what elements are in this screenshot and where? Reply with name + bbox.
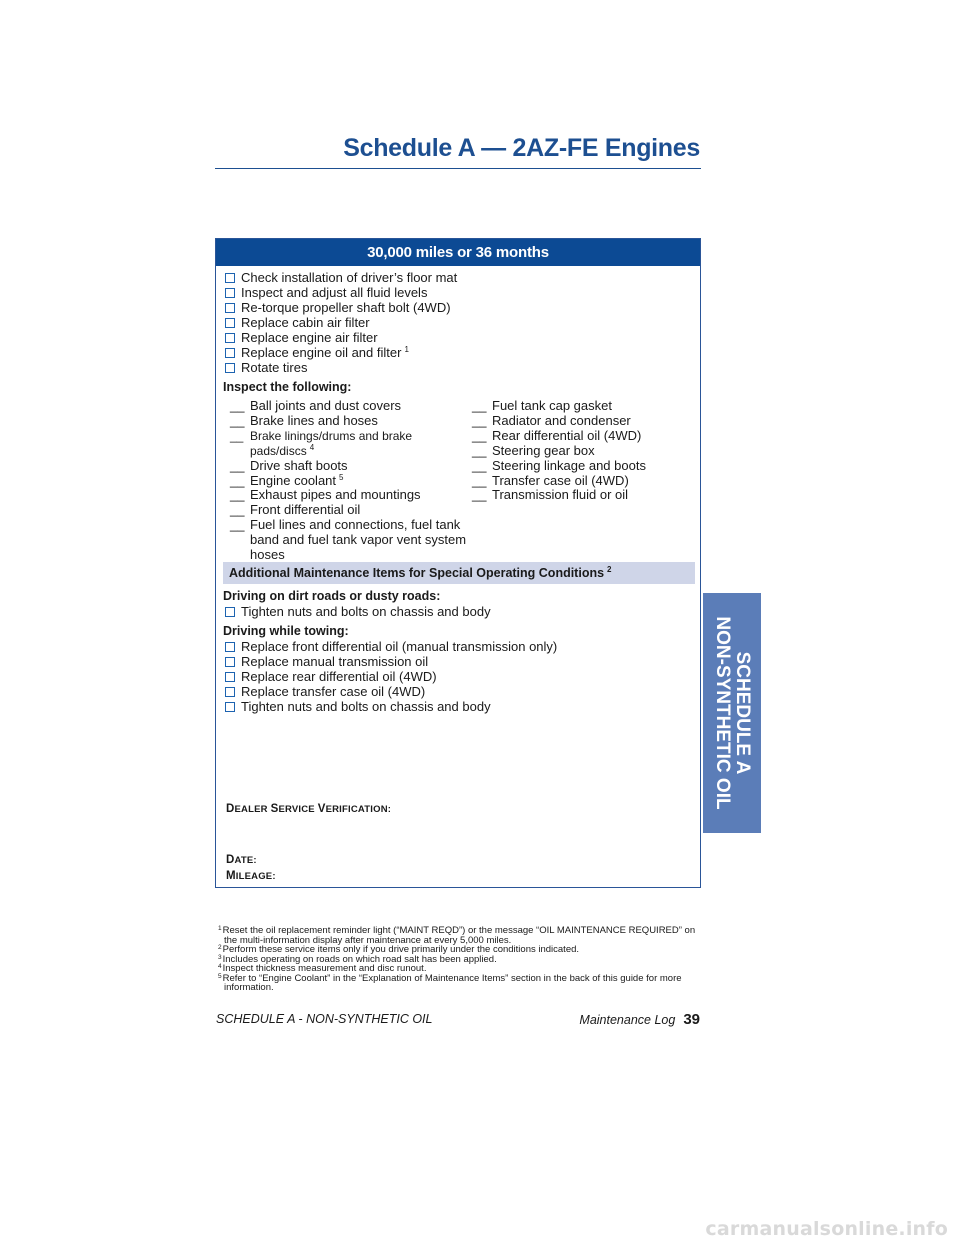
footnote-text: Includes operating on roads on which road salt has been applied. — [222, 953, 497, 965]
dealer-verification-label: DEALER SERVICE VERIFICATION: — [226, 803, 392, 815]
special-conditions-bar — [223, 562, 695, 584]
blank-line: __ — [230, 428, 244, 443]
inspect-item-label: Drive shaft boots — [250, 457, 348, 473]
checkbox[interactable] — [225, 348, 235, 358]
inspect-item-label: Fuel tank cap gasket — [492, 398, 612, 413]
blank-line: __ — [472, 487, 487, 503]
towing-heading: Driving while towing: — [223, 624, 349, 638]
towing-list — [225, 639, 557, 714]
inspect-item-label: Engine coolant — [250, 472, 337, 488]
title-rule — [215, 168, 701, 169]
date-label: DATE: — [226, 854, 257, 866]
side-tab-line1: SCHEDULE A — [732, 651, 753, 775]
checkbox[interactable] — [225, 318, 235, 328]
checkbox[interactable] — [225, 672, 235, 682]
checklist-item-label: Replace engine air filter — [241, 330, 378, 345]
inspect-item — [230, 459, 470, 474]
checklist-item-label: Inspect and adjust all fluid levels — [241, 285, 428, 300]
inspect-list-right — [472, 399, 692, 503]
mileage-label: MILEAGE: — [226, 870, 276, 882]
towing-item — [225, 669, 557, 684]
footnotes — [218, 926, 700, 993]
towing-item-label: Replace manual transmission oil — [241, 654, 429, 669]
inspect-item — [472, 414, 692, 429]
checkbox[interactable] — [225, 687, 235, 697]
footnote-text: Refer to “Engine Coolant” in the “Explanation of Maintenance Items” section in the back of this guide for more information. — [222, 972, 682, 993]
towing-item — [225, 684, 557, 699]
footnote-ref: 4 — [309, 442, 315, 452]
checkbox[interactable] — [225, 303, 235, 313]
inspect-item — [230, 429, 470, 459]
footnote-ref: 1 — [404, 345, 409, 354]
section-side-tab — [703, 593, 761, 833]
checklist-item-label: Replace engine oil and filter — [241, 345, 402, 360]
towing-item-label: Replace rear differential oil (4WD) — [241, 669, 437, 684]
page-number: 39 — [683, 1011, 700, 1028]
blank-line: __ — [230, 412, 245, 428]
inspect-item-label: Rear differential oil (4WD) — [492, 427, 642, 443]
towing-item — [225, 699, 557, 714]
dirt-roads-list — [225, 604, 491, 619]
footer-section-name: SCHEDULE A - NON-SYNTHETIC OIL — [216, 1012, 433, 1026]
checkbox[interactable] — [225, 642, 235, 652]
dirt-roads-item — [225, 604, 491, 619]
footnote-text: Reset the oil replacement reminder light (“MAINT REQD”) or the message “OIL MAINTENANCE REQUIRED” on the multi-information display after maintenance at every 5,000 miles. — [222, 925, 696, 946]
inspect-item-label: Radiator and condenser — [492, 412, 631, 428]
inspect-item-label: Brake lines and hoses — [250, 412, 378, 428]
inspect-item — [230, 503, 470, 518]
blank-line: __ — [472, 457, 487, 473]
inspect-item-label: Brake linings/drums and brake pads/discs — [250, 428, 413, 458]
inspect-item-label: Ball joints and dust covers — [250, 398, 402, 413]
towing-item-label: Replace transfer case oil (4WD) — [241, 684, 426, 699]
checklist-item-label: Re-torque propeller shaft bolt (4WD) — [241, 300, 451, 315]
checklist-item-label: Check installation of driver’s floor mat — [241, 270, 458, 285]
checkbox[interactable] — [225, 607, 235, 617]
footnote — [218, 926, 700, 945]
footnote-number: 2 — [218, 944, 222, 951]
footer-page-info — [579, 1011, 700, 1028]
blank-line: __ — [230, 398, 245, 413]
inspect-item — [230, 474, 470, 489]
inspect-item — [472, 459, 692, 474]
towing-item-label: Replace front differential oil (manual transmission only) — [241, 639, 558, 654]
blank-line: __ — [472, 472, 487, 488]
inspect-item-label: Transmission fluid or oil — [492, 487, 629, 503]
footnote — [218, 974, 700, 993]
towing-item — [225, 639, 557, 654]
inspect-item — [472, 488, 692, 503]
footer-section-label: Maintenance Log — [579, 1013, 676, 1027]
checklist-item — [225, 330, 457, 345]
checklist-item — [225, 315, 457, 330]
interval-header: 30,000 miles or 36 months — [216, 239, 700, 266]
inspect-item-label: Front differential oil — [250, 502, 361, 518]
inspect-item — [230, 399, 470, 414]
inspect-item — [472, 399, 692, 414]
blank-line: __ — [472, 398, 487, 413]
checklist-item — [225, 360, 457, 375]
blank-line: __ — [230, 517, 245, 533]
blank-line: __ — [230, 487, 245, 503]
blank-line: __ — [230, 457, 245, 473]
special-conditions-title: Additional Maintenance Items for Special Operating Conditions — [229, 566, 605, 580]
blank-line: __ — [230, 502, 245, 518]
checkbox[interactable] — [225, 288, 235, 298]
checklist-item — [225, 285, 457, 300]
towing-item — [225, 654, 557, 669]
page-title: Schedule A — 2AZ-FE Engines — [343, 134, 700, 162]
checkbox[interactable] — [225, 657, 235, 667]
blank-line: __ — [472, 412, 487, 428]
inspect-item-label: Transfer case oil (4WD) — [492, 472, 629, 488]
footnote-ref: 5 — [339, 472, 344, 482]
footnote-text: Inspect thickness measurement and disc runout. — [222, 963, 427, 974]
footnote-number: 5 — [218, 972, 222, 980]
checkbox[interactable] — [225, 273, 235, 283]
maintenance-box — [215, 238, 701, 888]
inspect-list-left — [230, 399, 470, 563]
blank-line: __ — [472, 427, 487, 443]
footnote-text: Perform these service items only if you drive primarily under the conditions indicated. — [222, 944, 580, 955]
inspect-item — [230, 518, 470, 563]
inspect-item — [472, 474, 692, 489]
checkbox[interactable] — [225, 363, 235, 373]
inspect-label: Inspect the following: — [223, 380, 352, 394]
dirt-roads-heading: Driving on dirt roads or dusty roads: — [223, 589, 441, 603]
inspect-item — [472, 444, 692, 459]
checklist-item-label: Rotate tires — [241, 360, 308, 375]
checklist-item — [225, 300, 457, 315]
footnote-number: 4 — [218, 963, 222, 970]
special-conditions-footnote-ref: 2 — [607, 565, 612, 574]
towing-item-label: Tighten nuts and bolts on chassis and body — [241, 699, 491, 714]
inspect-item — [472, 429, 692, 444]
side-tab-label — [712, 616, 752, 809]
inspect-item-label: Steering linkage and boots — [492, 457, 646, 473]
dirt-roads-item-label: Tighten nuts and bolts on chassis and body — [241, 604, 491, 619]
checklist-item — [225, 270, 457, 285]
checklist-item — [225, 345, 457, 360]
inspect-item-label: Fuel lines and connections, fuel tank band and fuel tank vapor vent system hoses — [250, 517, 467, 563]
checkbox[interactable] — [225, 702, 235, 712]
checklist-item-label: Replace cabin air filter — [241, 315, 370, 330]
blank-line: __ — [230, 472, 245, 488]
side-tab-line2: NON-SYNTHETIC OIL — [712, 616, 733, 810]
inspect-item — [230, 488, 470, 503]
blank-line: __ — [472, 442, 487, 458]
watermark: carmanualsonline.info — [705, 1218, 948, 1240]
inspect-item-label: Exhaust pipes and mountings — [250, 487, 421, 503]
service-checklist — [225, 270, 457, 375]
inspect-item — [230, 414, 470, 429]
footnote-number: 1 — [218, 925, 222, 932]
checkbox[interactable] — [225, 333, 235, 343]
inspect-item-label: Steering gear box — [492, 442, 595, 458]
footnote-number: 3 — [218, 953, 222, 961]
